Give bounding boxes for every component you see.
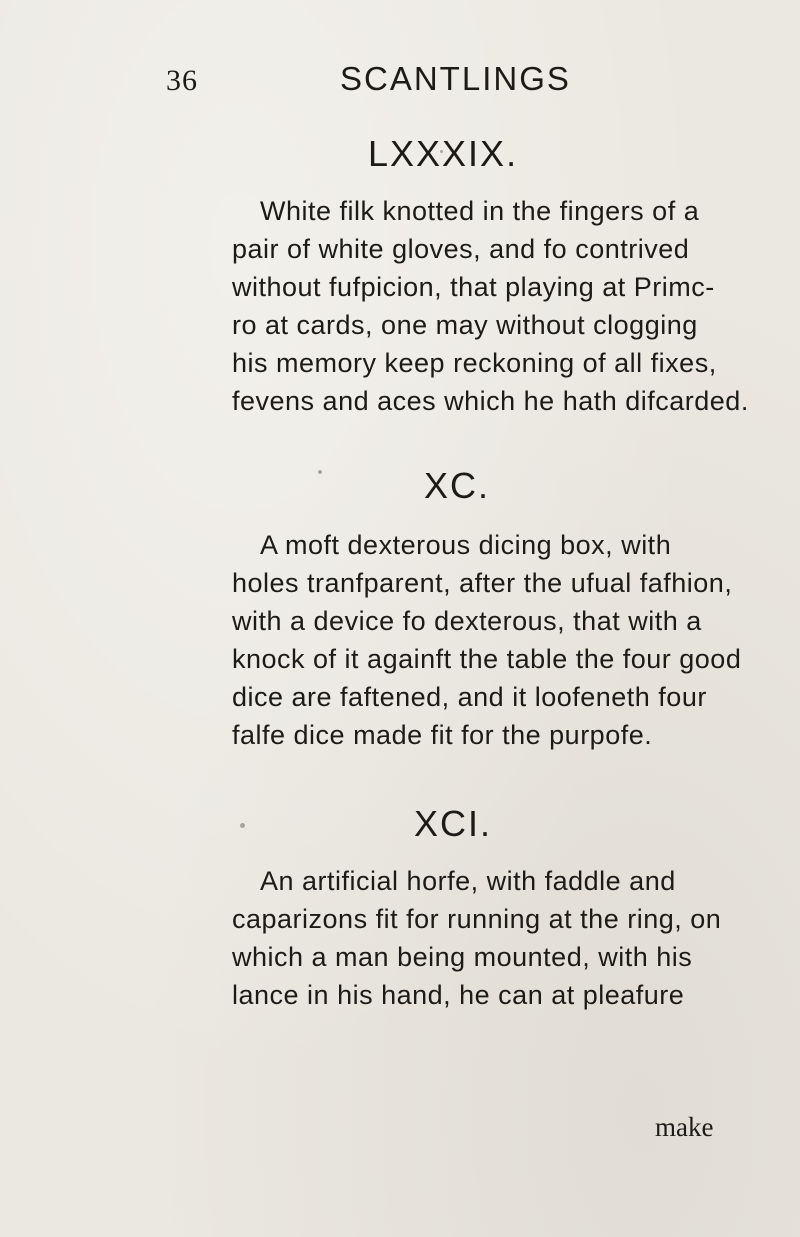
running-head xyxy=(0,52,800,102)
section-numeral: XC. xyxy=(424,465,491,506)
section-numeral: LXXXIX. xyxy=(368,133,519,174)
text-line: ro at cards, one may without clogging xyxy=(232,310,698,340)
text-line: with a device fo dexterous, that with a xyxy=(232,606,702,636)
text-line: his memory keep reckoning of all fixes, xyxy=(232,348,717,378)
running-title: SCANTLINGS xyxy=(340,60,571,97)
text-line: without fufpicion, that playing at Primc- xyxy=(232,272,715,302)
text-line: White filk knotted in the fingers of a xyxy=(260,196,700,226)
text-line: dice are faftened, and it loofeneth four xyxy=(232,682,707,712)
text-line: lance in his hand, he can at pleafure xyxy=(232,980,685,1010)
text-line: fevens and aces which he hath difcarded. xyxy=(232,386,749,416)
section-paragraph xyxy=(232,526,772,754)
section-numeral: XCI. xyxy=(414,803,493,844)
paper-speck xyxy=(318,470,322,474)
page-number: 36 xyxy=(166,64,198,97)
paper-speck xyxy=(600,1000,603,1003)
section-paragraph xyxy=(232,862,772,1014)
catchword: make xyxy=(655,1112,714,1142)
text-line: A moft dexterous dicing box, with xyxy=(260,530,672,560)
text-line: pair of white gloves, and fo contrived xyxy=(232,234,690,264)
paper-speck xyxy=(440,150,443,153)
text-line: knock of it againft the table the four good xyxy=(232,644,742,674)
text-line: falfe dice made fit for the purpofe. xyxy=(232,720,653,750)
text-line: An artificial horfe, with faddle and xyxy=(260,866,676,896)
text-line: caparizons fit for running at the ring, on xyxy=(232,904,722,934)
section-paragraph xyxy=(232,192,772,420)
text-line: holes tranfparent, after the ufual fafhion, xyxy=(232,568,733,598)
paper-speck xyxy=(240,823,245,828)
text-line: which a man being mounted, with his xyxy=(232,942,693,972)
